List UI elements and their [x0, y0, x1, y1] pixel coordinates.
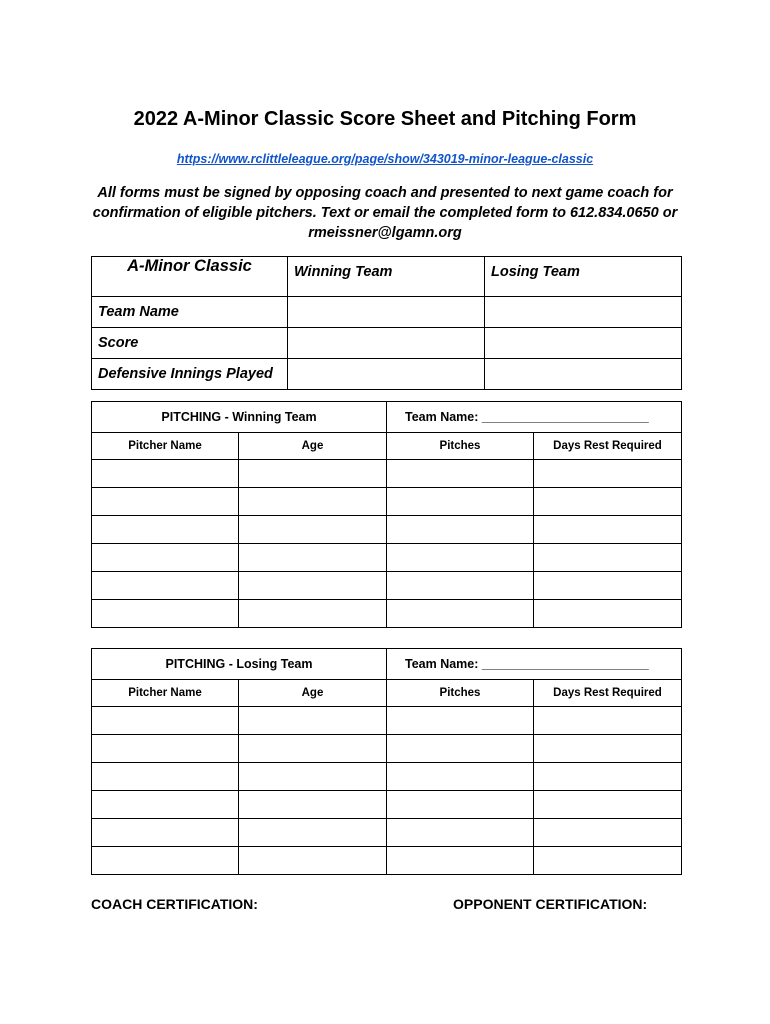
age-cell[interactable] [239, 791, 387, 819]
pitcher-name-cell[interactable] [92, 572, 239, 600]
pitcher-name-cell[interactable] [92, 763, 239, 791]
pitching-losing-title-row [92, 649, 682, 680]
days-rest-cell[interactable] [534, 600, 682, 628]
pitches-cell[interactable] [387, 707, 534, 735]
table-row [92, 600, 682, 628]
notice-line-3: rmeissner@lgamn.org [308, 225, 462, 241]
pitches-header: Pitches [387, 433, 534, 460]
pitcher-name-header: Pitcher Name [92, 433, 239, 460]
innings-row [92, 359, 682, 390]
losing-score-field[interactable] [485, 328, 682, 359]
table-row [92, 516, 682, 544]
age-cell[interactable] [239, 707, 387, 735]
score-table-header-row [92, 257, 682, 297]
opponent-certification-label: OPPONENT CERTIFICATION: [453, 896, 648, 912]
pitches-cell[interactable] [387, 735, 534, 763]
page-title: 2022 A-Minor Classic Score Sheet and Pitching Form [133, 108, 637, 130]
pitcher-name-cell[interactable] [92, 791, 239, 819]
age-cell[interactable] [239, 488, 387, 516]
score-table-brand: A-Minor Classic [92, 257, 288, 297]
pitches-cell[interactable] [387, 460, 534, 488]
losing-innings-field[interactable] [485, 359, 682, 390]
table-row [92, 763, 682, 791]
age-header: Age [239, 433, 387, 460]
pitcher-name-header: Pitcher Name [92, 680, 239, 707]
age-cell[interactable] [239, 460, 387, 488]
age-cell[interactable] [239, 544, 387, 572]
age-cell[interactable] [239, 735, 387, 763]
pitching-losing-team-name[interactable]: Team Name: ________________________ [387, 649, 682, 680]
instructions-notice [90, 183, 680, 243]
score-table [91, 256, 682, 390]
days-rest-cell[interactable] [534, 460, 682, 488]
pitches-header: Pitches [387, 680, 534, 707]
innings-label: Defensive Innings Played [92, 359, 288, 390]
winning-team-name-field[interactable] [288, 297, 485, 328]
pitches-cell[interactable] [387, 544, 534, 572]
winning-score-field[interactable] [288, 328, 485, 359]
pitching-winning-header-row [92, 433, 682, 460]
league-link[interactable]: https://www.rclittleleague.org/page/show/343019-minor-league-classic [176, 152, 594, 166]
pitching-winning-team-name[interactable]: Team Name: ________________________ [387, 402, 682, 433]
pitching-winning-table [91, 401, 682, 628]
table-row [92, 544, 682, 572]
days-rest-cell[interactable] [534, 847, 682, 875]
days-rest-cell[interactable] [534, 516, 682, 544]
pitches-cell[interactable] [387, 819, 534, 847]
pitches-cell[interactable] [387, 516, 534, 544]
days-rest-cell[interactable] [534, 791, 682, 819]
pitches-cell[interactable] [387, 763, 534, 791]
score-row [92, 328, 682, 359]
pitching-losing-header-row [92, 680, 682, 707]
pitches-cell[interactable] [387, 847, 534, 875]
pitcher-name-cell[interactable] [92, 516, 239, 544]
pitcher-name-cell[interactable] [92, 460, 239, 488]
score-label: Score [92, 328, 288, 359]
pitcher-name-cell[interactable] [92, 735, 239, 763]
days-rest-cell[interactable] [534, 544, 682, 572]
age-cell[interactable] [239, 847, 387, 875]
days-rest-cell[interactable] [534, 707, 682, 735]
age-cell[interactable] [239, 819, 387, 847]
age-cell[interactable] [239, 600, 387, 628]
team-name-label: Team Name [92, 297, 288, 328]
losing-team-name-field[interactable] [485, 297, 682, 328]
pitching-losing-title: PITCHING - Losing Team [92, 649, 387, 680]
age-cell[interactable] [239, 516, 387, 544]
pitches-cell[interactable] [387, 791, 534, 819]
pitches-cell[interactable] [387, 600, 534, 628]
table-row [92, 488, 682, 516]
winning-innings-field[interactable] [288, 359, 485, 390]
days-rest-cell[interactable] [534, 763, 682, 791]
age-cell[interactable] [239, 572, 387, 600]
table-row [92, 735, 682, 763]
pitcher-name-cell[interactable] [92, 488, 239, 516]
notice-line-1: All forms must be signed by opposing coach and presented to next game coach for [97, 185, 673, 201]
pitcher-name-cell[interactable] [92, 600, 239, 628]
pitches-cell[interactable] [387, 488, 534, 516]
pitches-cell[interactable] [387, 572, 534, 600]
pitching-winning-title-row [92, 402, 682, 433]
days-rest-header: Days Rest Required [534, 433, 682, 460]
losing-team-header: Losing Team [485, 257, 682, 297]
days-rest-cell[interactable] [534, 735, 682, 763]
age-cell[interactable] [239, 763, 387, 791]
pitcher-name-cell[interactable] [92, 819, 239, 847]
table-row [92, 460, 682, 488]
days-rest-cell[interactable] [534, 819, 682, 847]
table-row [92, 707, 682, 735]
age-header: Age [239, 680, 387, 707]
coach-certification-label: COACH CERTIFICATION: [91, 896, 258, 912]
days-rest-header: Days Rest Required [534, 680, 682, 707]
pitcher-name-cell[interactable] [92, 847, 239, 875]
table-row [92, 819, 682, 847]
days-rest-cell[interactable] [534, 572, 682, 600]
table-row [92, 791, 682, 819]
pitching-losing-table [91, 648, 682, 875]
days-rest-cell[interactable] [534, 488, 682, 516]
notice-line-2: confirmation of eligible pitchers. Text or email the completed form to 612.834.0650 or [92, 205, 678, 221]
team-name-row [92, 297, 682, 328]
table-row [92, 847, 682, 875]
pitcher-name-cell[interactable] [92, 544, 239, 572]
winning-team-header: Winning Team [288, 257, 485, 297]
table-row [92, 572, 682, 600]
pitching-winning-title: PITCHING - Winning Team [92, 402, 387, 433]
pitcher-name-cell[interactable] [92, 707, 239, 735]
